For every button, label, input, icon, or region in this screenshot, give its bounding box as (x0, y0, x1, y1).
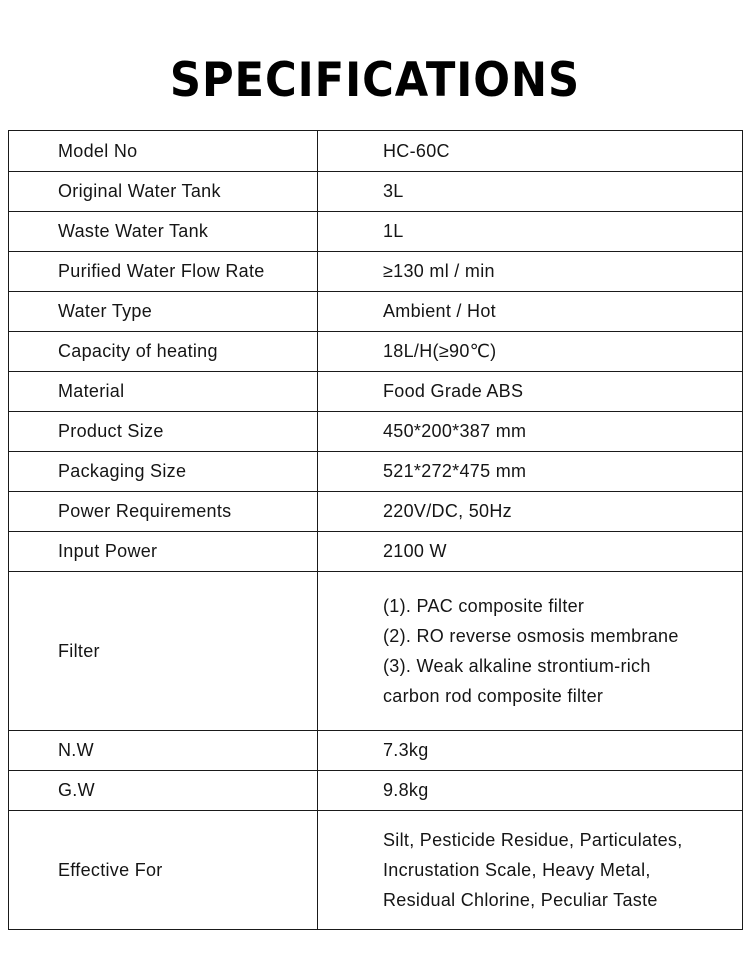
spec-label: Waste Water Tank (9, 212, 318, 252)
table-row-water-type (9, 292, 743, 332)
table-row-model-no (9, 131, 743, 172)
effective-for-line: Silt, Pesticide Residue, Particulates, (383, 830, 683, 850)
spec-value: 3L (318, 172, 743, 212)
spec-value: 2100 W (318, 532, 743, 572)
table-row-power-requirements (9, 492, 743, 532)
table-row-original-water-tank (9, 172, 743, 212)
spec-label: Material (9, 372, 318, 412)
page-title: SPECIFICATIONS (169, 53, 581, 109)
spec-value: HC-60C (318, 131, 743, 172)
spec-label: Product Size (9, 412, 318, 452)
table-row-effective-for (9, 811, 743, 930)
spec-label: G.W (9, 771, 318, 811)
spec-value: 220V/DC, 50Hz (318, 492, 743, 532)
spec-value: 450*200*387 mm (318, 412, 743, 452)
spec-label: Filter (9, 572, 318, 731)
effective-for-list (318, 811, 743, 930)
table-row-input-power (9, 532, 743, 572)
effective-for-line: Residual Chlorine, Peculiar Taste (383, 890, 658, 910)
spec-value: ≥130 ml / min (318, 252, 743, 292)
table-row-material (9, 372, 743, 412)
spec-label: N.W (9, 731, 318, 771)
filter-item: (1). PAC composite filter (383, 596, 585, 616)
table-row-filter (9, 572, 743, 731)
spec-label: Input Power (9, 532, 318, 572)
table-row-gross-weight (9, 771, 743, 811)
filter-item: (2). RO reverse osmosis membrane (383, 626, 679, 646)
spec-label: Power Requirements (9, 492, 318, 532)
spec-value: Ambient / Hot (318, 292, 743, 332)
spec-value: 1L (318, 212, 743, 252)
spec-value: 9.8kg (318, 771, 743, 811)
spec-label: Packaging Size (9, 452, 318, 492)
spec-label: Capacity of heating (9, 332, 318, 372)
table-row-capacity-of-heating (9, 332, 743, 372)
spec-value: 7.3kg (318, 731, 743, 771)
table-row-packaging-size (9, 452, 743, 492)
spec-label: Purified Water Flow Rate (9, 252, 318, 292)
table-row-net-weight (9, 731, 743, 771)
spec-value: 521*272*475 mm (318, 452, 743, 492)
spec-value: 18L/H(≥90℃) (318, 332, 743, 372)
table-row-product-size (9, 412, 743, 452)
spec-value: Food Grade ABS (318, 372, 743, 412)
filter-item-continuation: carbon rod composite filter (383, 686, 604, 706)
effective-for-line: Incrustation Scale, Heavy Metal, (383, 860, 651, 880)
spec-label: Effective For (9, 811, 318, 930)
table-row-purified-water-flow-rate (9, 252, 743, 292)
spec-label: Model No (9, 131, 318, 172)
spec-label: Water Type (9, 292, 318, 332)
filter-item: (3). Weak alkaline strontium-rich (383, 656, 651, 676)
table-row-waste-water-tank (9, 212, 743, 252)
filter-list (318, 572, 743, 731)
spec-label: Original Water Tank (9, 172, 318, 212)
specifications-table (8, 130, 743, 930)
